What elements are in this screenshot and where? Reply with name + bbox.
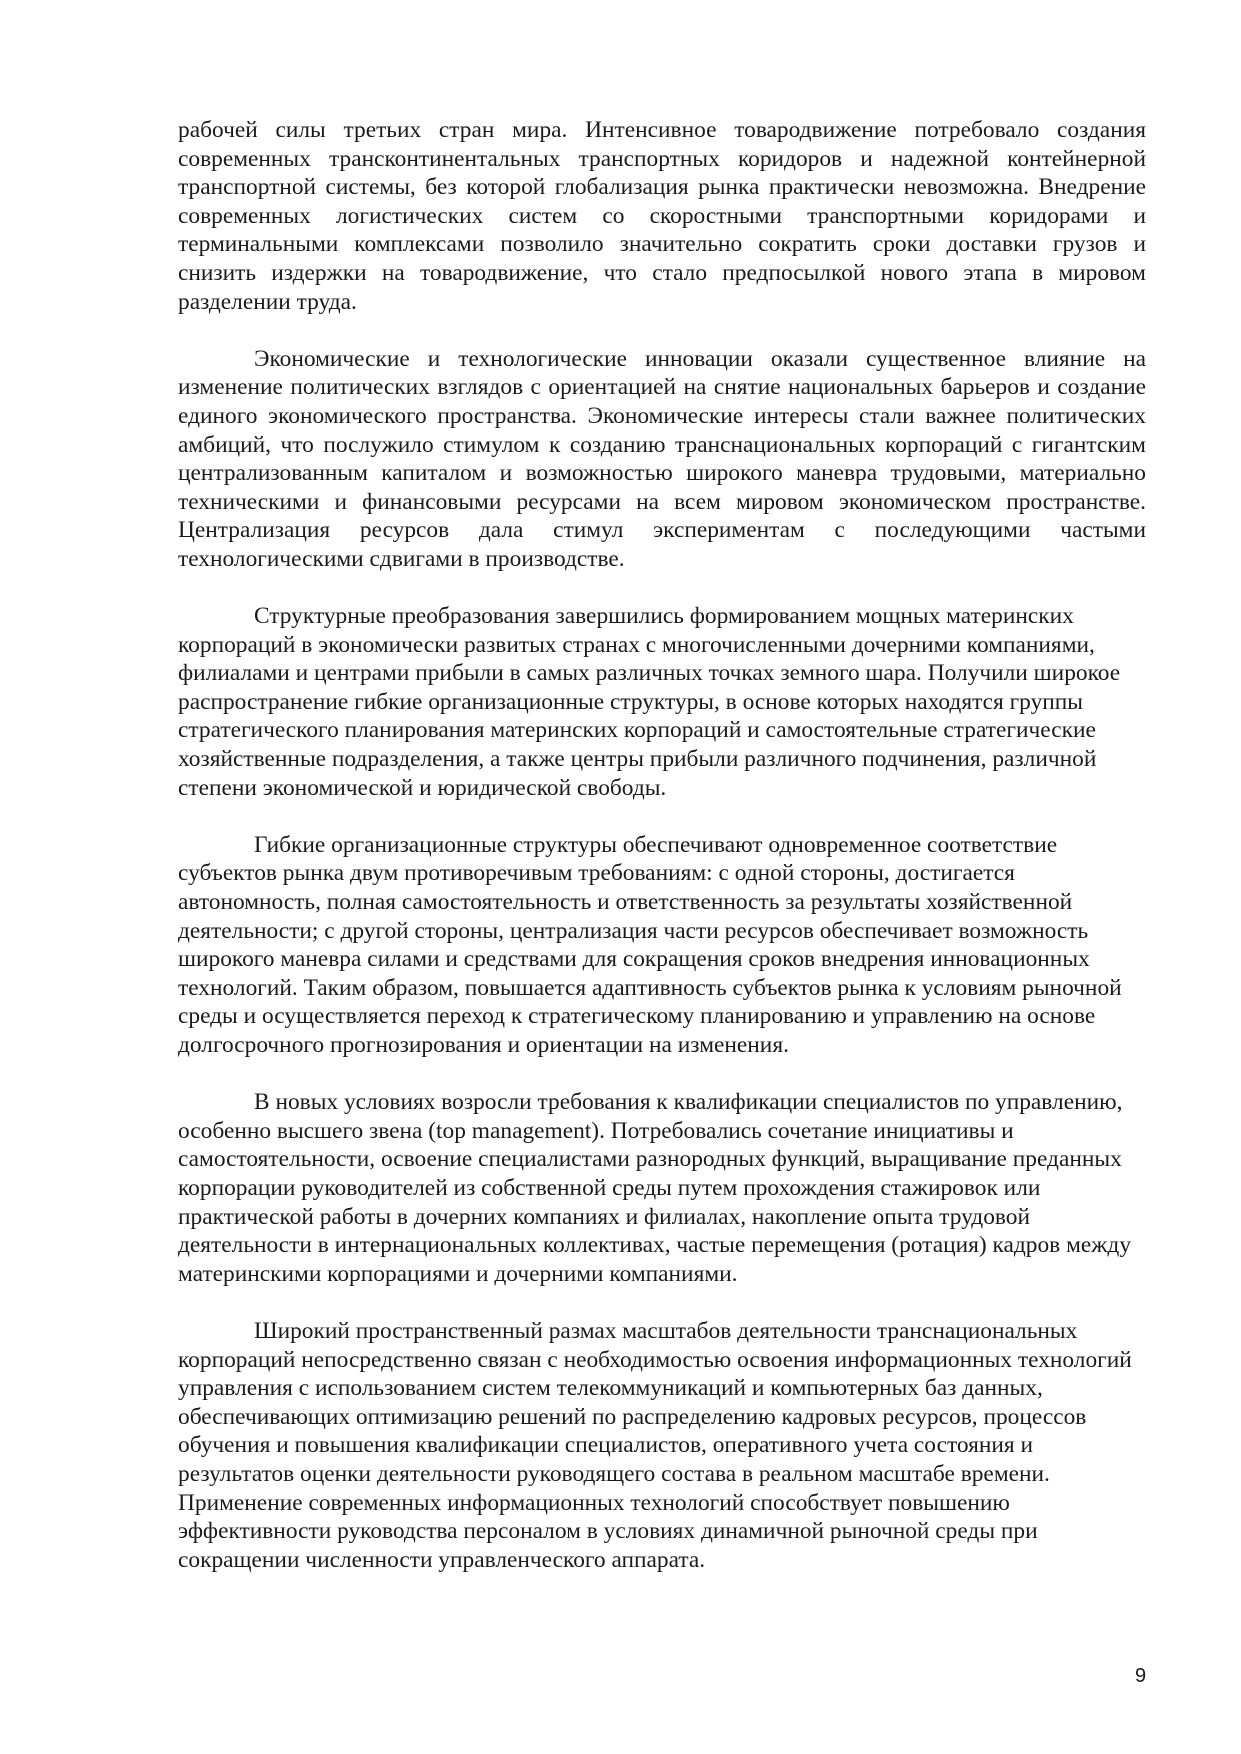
body-text: [178, 116, 1146, 1603]
paragraph-economic-innovations: Экономические и технологические инновации оказали существенное влияние на изменение политических взглядов с ориентацией на снятие национальных барьеров и создание единого экономического пространства. Экономические интересы стали важнее политических амбиций, что послужило стимулом к созданию транснациональных корпораций с гигантским централизованным капиталом и возможностью широкого маневра трудовыми, материально техническими и финансовыми ресурсами на всем мировом экономическом пространстве. Централизация ресурсов дала стимул экспериментам с последующими частыми технологическими сдвигами в производстве.: [178, 345, 1146, 572]
paragraph-qualification-requirements: В новых условиях возросли требования к квалификации специалистов по управлению, особенно высшего звена (top management). Потребовались сочетание инициативы и самостоятельности, освоение специалистами разнородных функций, выращивание преданных корпорации руководителей из собственной среды путем прохождения стажировок или практической работы в дочерних компаниях и филиалах, накопление опыта трудовой деятельности в интернациональных коллективах, частые перемещения (ротация) кадров между материнскими корпорациями и дочерними компаниями.: [178, 1089, 1132, 1287]
paragraph-information-technologies: Широкий пространственный размах масштабов деятельности транснациональных корпораций непосредственно связан с необходимостью освоения информационных технологий управления с использованием систем телекоммуникаций и компьютерных баз данных, обеспечивающих оптимизацию решений по распределению кадровых ресурсов, процессов обучения и повышения квалификации специалистов, оперативного учета состояния и результатов оценки деятельности руководящего состава в реальном масштабе времени. Применение современных информационных технологий способствует повышению эффективности руководства персоналом в условиях динамичной рыночной среды при сокращении численности управленческого аппарата.: [178, 1317, 1132, 1573]
page-number: 9: [1135, 1665, 1147, 1687]
paragraph-continued: рабочей силы третьих стран мира. Интенсивное товародвижение потребовало создания современных трансконтинентальных транспортных коридоров и надежной контейнерной транспортной системы, без которой глобализация рынка практически невозможна. Внедрение современных логистических систем со скоростными транспортными коридорами и терминальными комплексами позволило значительно сократить сроки доставки грузов и снизить издержки на товародвижение, что стало предпосылкой нового этапа в мировом разделении труда.: [178, 117, 1146, 315]
paragraph-structural-transformations: Структурные преобразования завершились формированием мощных материнских корпораций в экономически развитых странах с многочисленными дочерними компаниями, филиалами и центрами прибыли в самых различных точках земного шара. Получили широкое распространение гибкие организационные структуры, в основе которых находятся группы стратегического планирования материнских корпораций и самостоятельные стратегические хозяйственные подразделения, а также центры прибыли различного подчинения, различной степени экономической и юридической свободы.: [178, 603, 1121, 801]
paragraph-flexible-structures: Гибкие организационные структуры обеспечивают одновременное соответствие субъектов рынка двум противоречивым требованиям: с одной стороны, достигается автономность, полная самостоятельность и ответственность за результаты хозяйственной деятельности; с другой стороны, централизация части ресурсов обеспечивает возможность широкого маневра силами и средствами для сокращения сроков внедрения инновационных технологий. Таким образом, повышается адаптивность субъектов рынка к условиям рыночной среды и осуществляется переход к стратегическому планированию и управлению на основе долгосрочного прогнозирования и ориентации на изменения.: [178, 831, 1122, 1058]
